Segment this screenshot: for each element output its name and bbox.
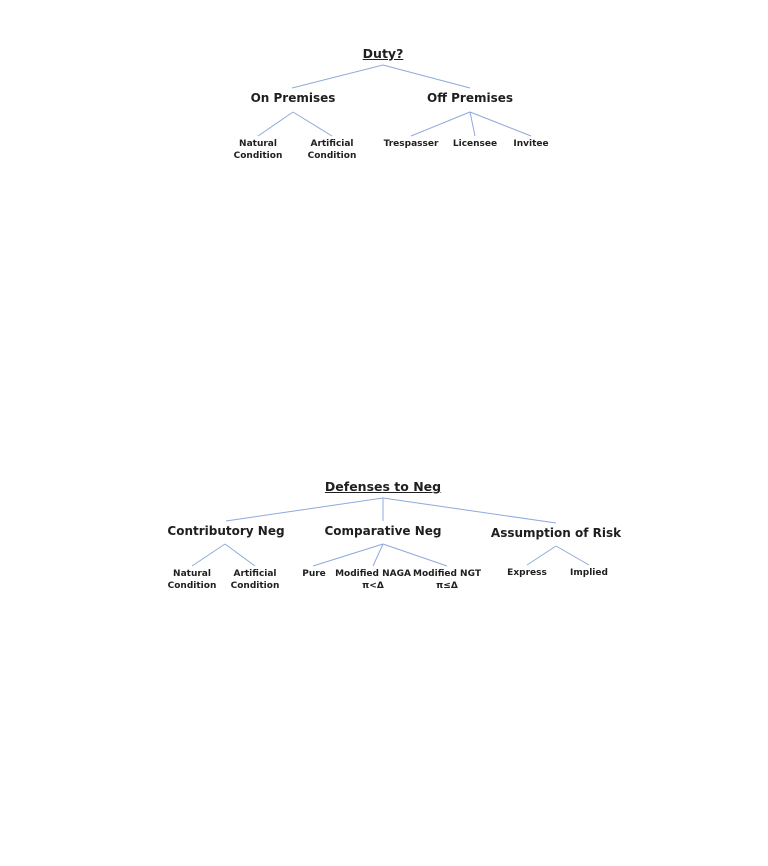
comparative-neg-node: Comparative Neg: [324, 524, 442, 538]
connector-comparative-to-ngt: [383, 544, 447, 566]
connector-assumption-to-express: [527, 546, 556, 565]
artificial-condition-leaf: Artificial Condition: [307, 139, 357, 161]
natural-condition-leaf: Natural Condition: [167, 569, 217, 591]
pure-leaf: Pure: [302, 569, 326, 579]
connector-on-premises-to-artificial: [293, 112, 332, 136]
invitee-leaf: Invitee: [513, 139, 549, 149]
connector-duty-to-off-premises: [383, 65, 470, 88]
connector-contributory-to-artificial: [225, 544, 255, 566]
contributory-neg-node: Contributory Neg: [167, 524, 285, 538]
trespasser-leaf: Trespasser: [383, 139, 439, 149]
connector-comparative-to-naga: [373, 544, 383, 566]
connector-assumption-to-implied: [556, 546, 589, 565]
off-premises-node: Off Premises: [427, 91, 513, 105]
connector-comparative-to-pure: [313, 544, 383, 566]
modified-naga-leaf: Modified NAGA π<Δ: [335, 569, 411, 591]
connector-contributory-to-natural: [192, 544, 225, 566]
connector-on-premises-to-natural: [258, 112, 293, 136]
connector-off-premises-to-trespasser: [411, 112, 470, 136]
connector-off-premises-to-licensee: [470, 112, 475, 136]
licensee-leaf: Licensee: [452, 139, 498, 149]
connector-off-premises-to-invitee: [470, 112, 531, 136]
implied-leaf: Implied: [570, 568, 608, 578]
express-leaf: Express: [507, 568, 547, 578]
modified-ngt-leaf: Modified NGT π≤Δ: [413, 569, 481, 591]
assumption-of-risk-node: Assumption of Risk: [490, 526, 622, 540]
artificial-condition-leaf: Artificial Condition: [230, 569, 280, 591]
connector-defenses-to-assumption: [383, 498, 556, 523]
on-premises-node: On Premises: [250, 91, 336, 105]
connector-defenses-to-contributory: [226, 498, 383, 521]
connector-duty-to-on-premises: [292, 65, 383, 88]
natural-condition-leaf: Natural Condition: [233, 139, 283, 161]
defenses-root: Defenses to Neg: [324, 479, 442, 494]
duty-root: Duty?: [362, 46, 404, 61]
